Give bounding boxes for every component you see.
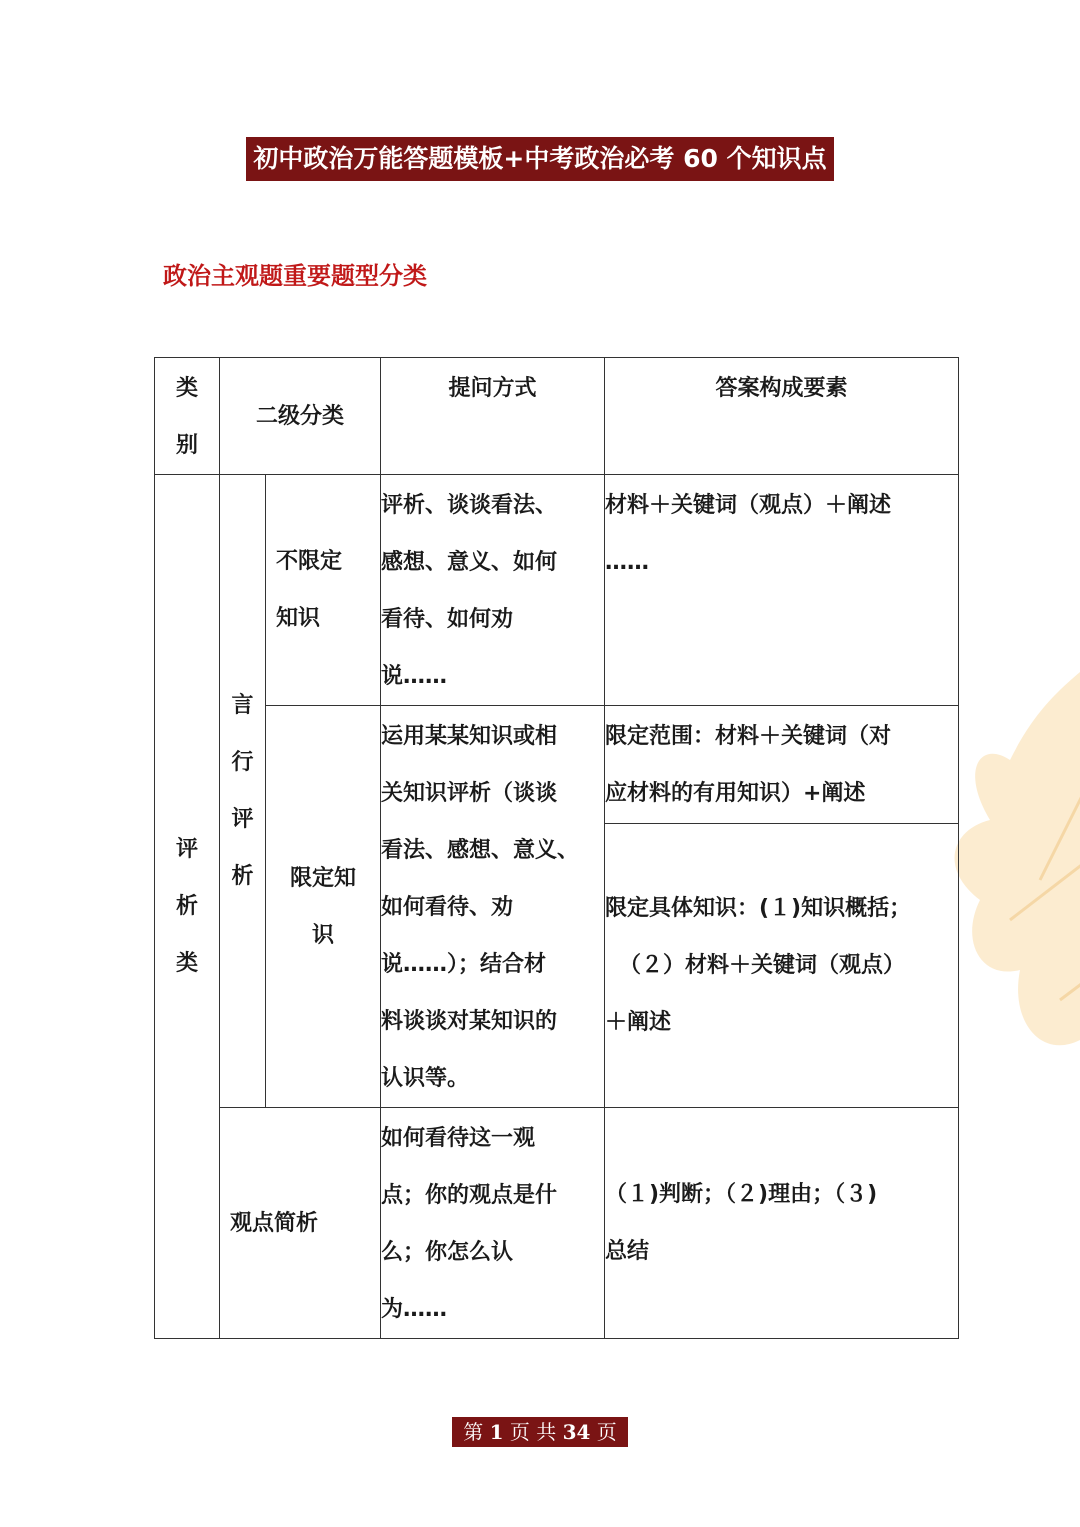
- answer-line: （２）材料＋关键词（观点）: [619, 952, 906, 978]
- question-line: 评析、谈谈看法、: [381, 493, 558, 518]
- label-line: 不限定: [276, 549, 343, 574]
- answer-limited-scope: [605, 706, 959, 824]
- category-char: 类: [175, 951, 198, 976]
- answer-line: 限定具体知识：(１)知识概括；: [605, 895, 912, 921]
- page-footer: [452, 1417, 628, 1447]
- subcategory-char: 行: [231, 750, 254, 775]
- footer-total-pages: 34: [562, 1420, 591, 1444]
- section-subtitle: 政治主观题重要题型分类: [163, 262, 427, 290]
- answer-line: 限定范围：材料＋关键词（对: [605, 724, 892, 749]
- category-char: 析: [175, 894, 198, 919]
- header-question-style: [381, 358, 605, 475]
- answer-line: 应材料的有用知识）+阐述: [605, 781, 866, 806]
- answer-line: ＋阐述: [605, 1009, 672, 1035]
- subcategory-char: 析: [231, 864, 254, 889]
- question-line: 如何看待这一观: [381, 1126, 536, 1151]
- answer-line: （１)判断；（２)理由；（３): [605, 1182, 878, 1207]
- footer-middle: 页 共: [509, 1420, 557, 1444]
- document-title: 初中政治万能答题模板+中考政治必考 60 个知识点: [246, 137, 834, 181]
- label-line: 限定知: [289, 865, 356, 891]
- header-category-line: 类: [175, 376, 198, 401]
- header-subcategory: [220, 358, 381, 475]
- label-limited-knowledge: [266, 706, 381, 1108]
- question-line: 关知识评析（谈谈: [381, 781, 558, 806]
- question-line: 看待、如何劝: [381, 607, 514, 632]
- question-unlimited: [381, 475, 605, 706]
- footer-page-number: 1: [489, 1420, 504, 1444]
- label-line: 识: [311, 922, 334, 948]
- answer-viewpoint: [605, 1108, 959, 1339]
- header-answer-elements-text: 答案构成要素: [715, 376, 848, 401]
- question-viewpoint: [381, 1108, 605, 1339]
- answer-line: ……: [605, 550, 649, 575]
- footer-prefix: 第: [463, 1420, 484, 1444]
- question-line: 运用某某知识或相: [381, 724, 558, 749]
- question-line: 么；你怎么认: [381, 1240, 514, 1265]
- header-answer-elements: [605, 358, 959, 475]
- header-category: [155, 358, 220, 475]
- question-line: 料谈谈对某知识的: [381, 1009, 558, 1034]
- question-line: 看法、感想、意义、: [381, 838, 580, 863]
- question-line: 为……: [381, 1297, 448, 1322]
- label-unlimited-knowledge: [266, 475, 381, 706]
- question-line: 说……: [381, 664, 448, 689]
- label-viewpoint-analysis: [220, 1108, 381, 1339]
- question-type-table: [154, 357, 959, 1339]
- question-line: 如何看待、劝: [381, 895, 514, 920]
- answer-line: 材料＋关键词（观点）＋阐述: [605, 493, 892, 518]
- header-subcategory-text: 二级分类: [255, 403, 344, 429]
- category-evaluation: [155, 475, 220, 1339]
- label-text: 观点简析: [230, 1210, 319, 1236]
- header-category-line: 别: [175, 433, 198, 458]
- answer-line: 总结: [605, 1239, 650, 1264]
- subcategory-words-deeds: [220, 475, 266, 1108]
- question-line: 感想、意义、如何: [381, 550, 558, 575]
- header-question-style-text: 提问方式: [448, 376, 537, 401]
- subcategory-char: 言: [231, 693, 254, 718]
- question-line: 认识等。: [381, 1066, 470, 1091]
- category-char: 评: [175, 837, 198, 862]
- footer-suffix: 页: [596, 1420, 617, 1444]
- question-limited: [381, 706, 605, 1108]
- subcategory-char: 评: [231, 807, 254, 832]
- answer-unlimited: [605, 475, 959, 706]
- answer-limited-specific: [605, 823, 959, 1107]
- question-line: 说……）；结合材: [381, 952, 547, 977]
- label-line: 知识: [276, 606, 321, 631]
- question-line: 点；你的观点是什: [381, 1183, 558, 1208]
